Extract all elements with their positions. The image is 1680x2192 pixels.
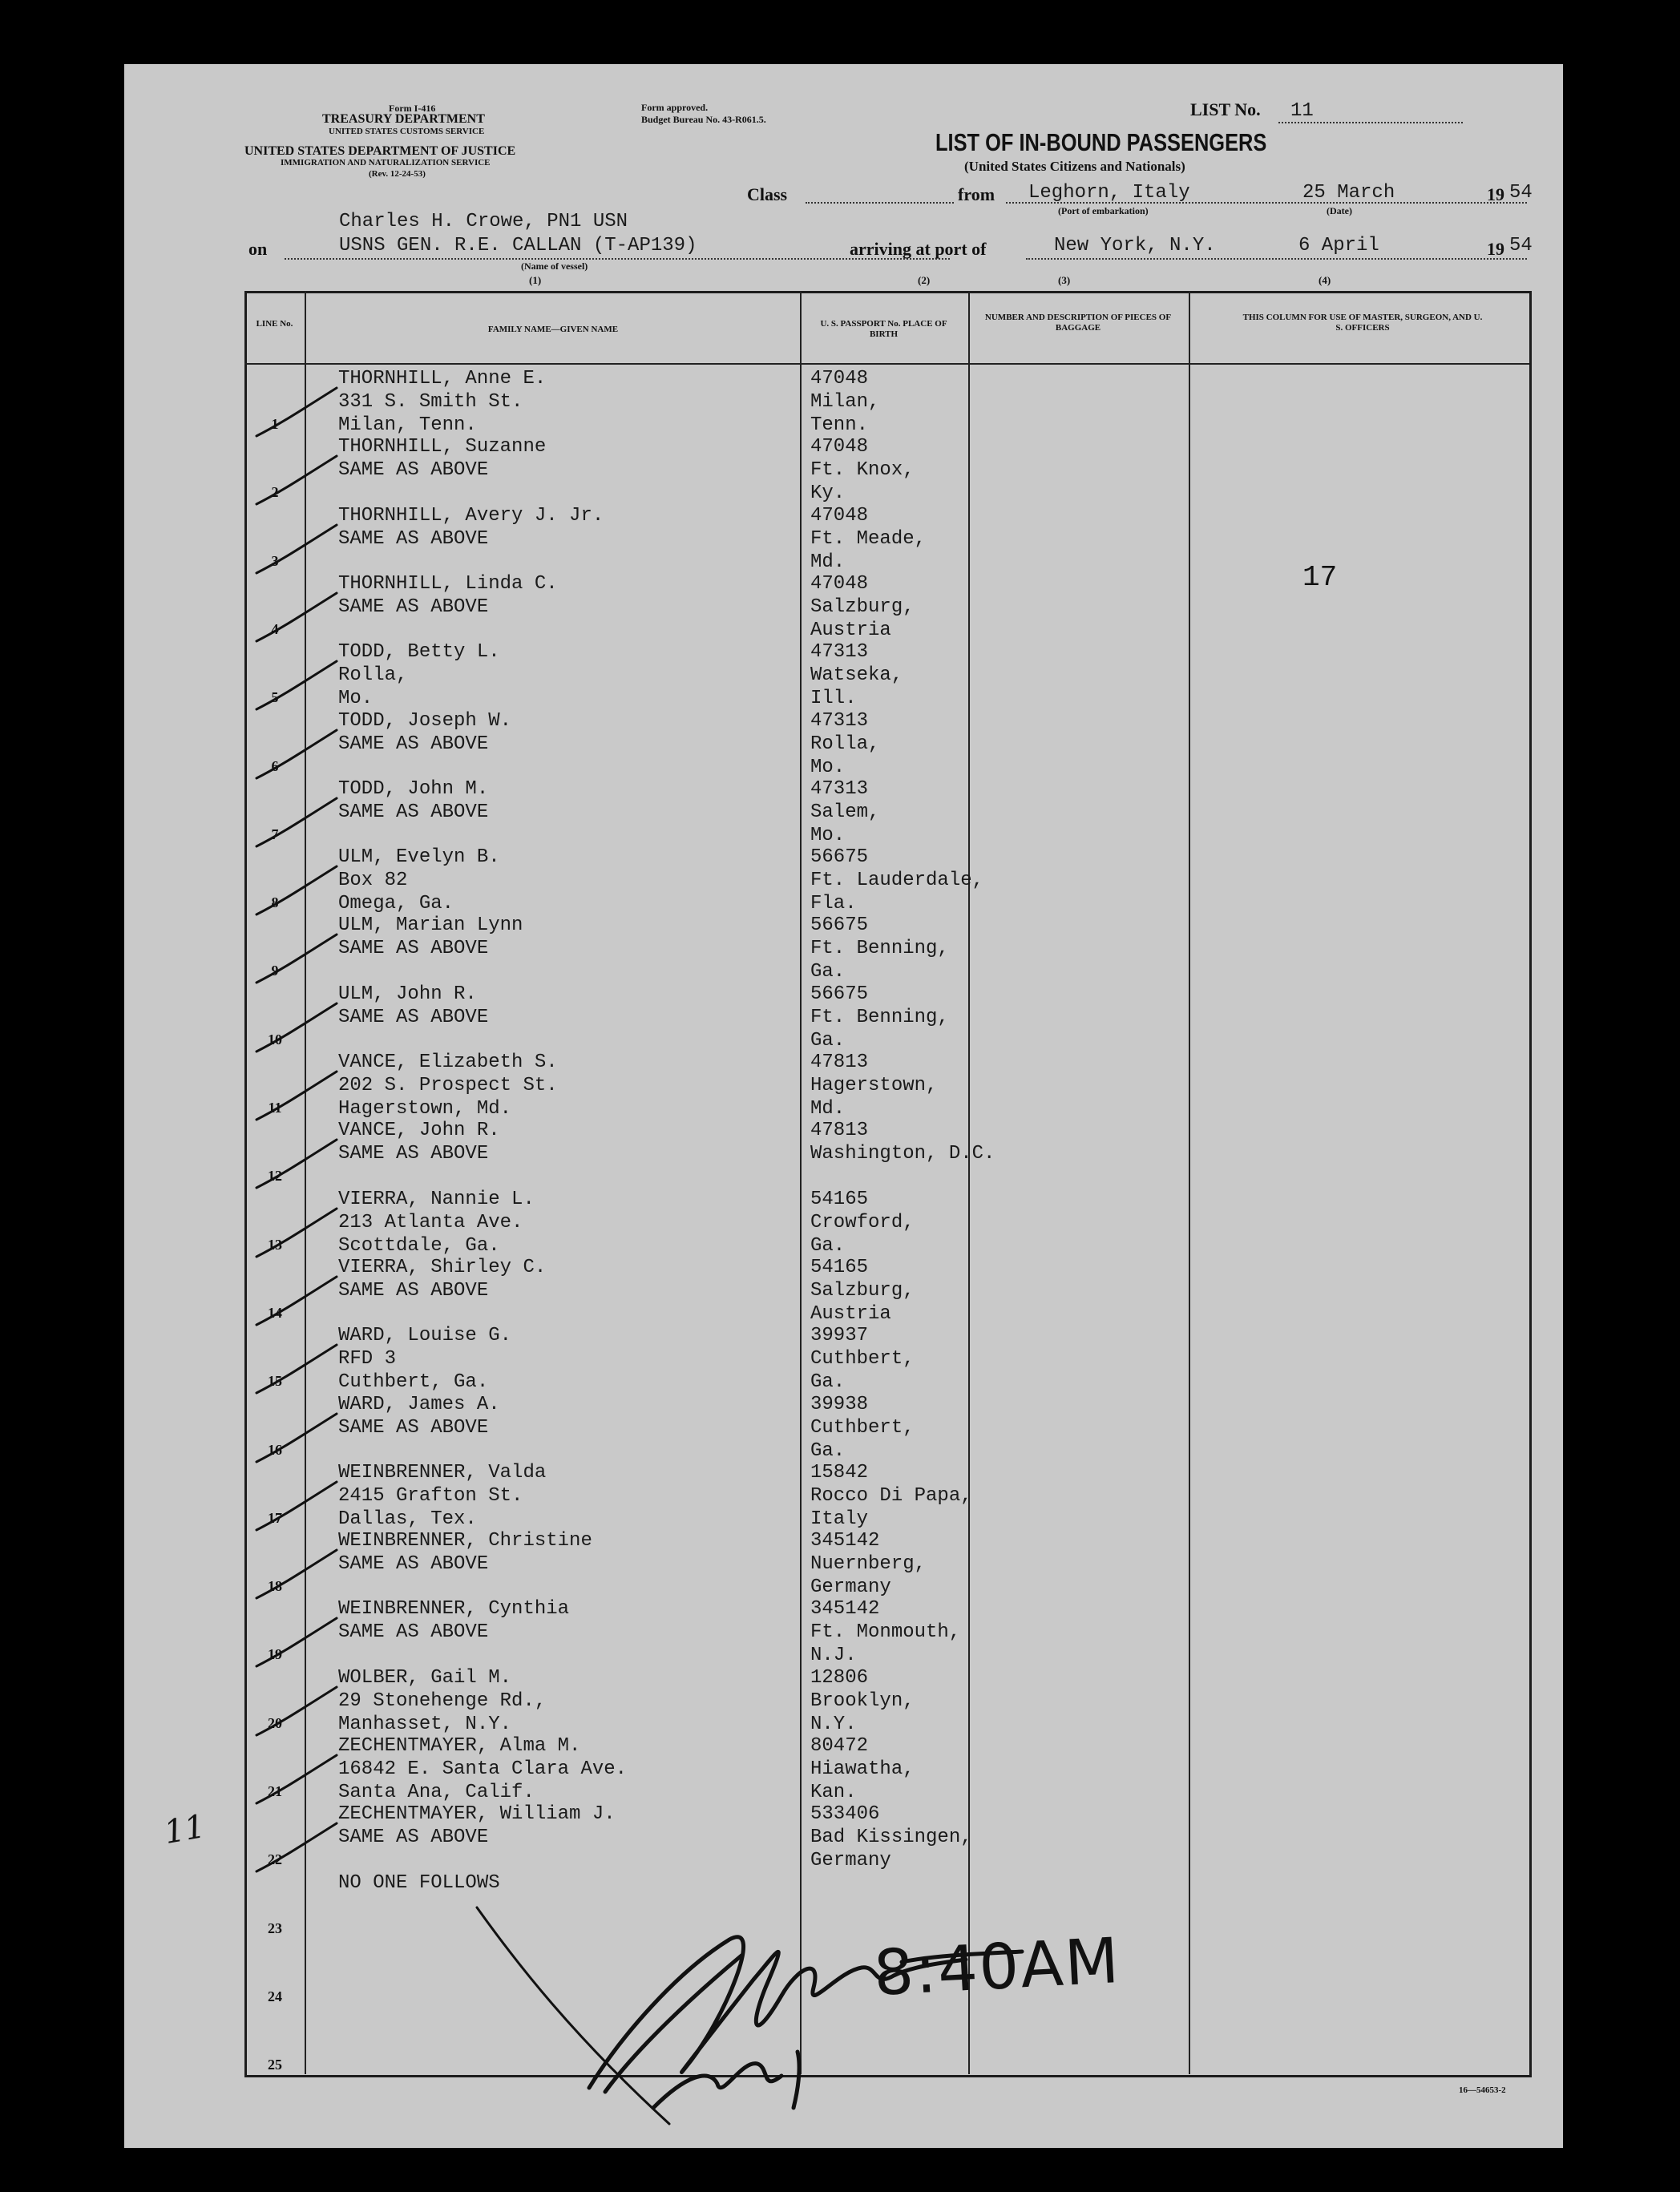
- passport-birthplace-line: 54165: [810, 1188, 869, 1210]
- check-mark: [248, 1747, 345, 1811]
- passenger-name-line: Omega, Ga.: [338, 893, 454, 915]
- passport-birthplace-line: N.J.: [810, 1645, 857, 1667]
- passport-birthplace-line: Ft. Knox,: [810, 459, 915, 482]
- check-mark: [248, 1132, 345, 1196]
- passenger-name-line: ZECHENTMAYER, William J.: [338, 1803, 616, 1826]
- passenger-name-line: VANCE, Elizabeth S.: [338, 1052, 558, 1073]
- header-passport: U. S. PASSPORT No. PLACE OF BIRTH: [820, 319, 947, 339]
- col-divider: [800, 291, 802, 2074]
- passenger-name-line: Scottdale, Ga.: [338, 1234, 500, 1257]
- passenger-name-line: SAME AS ABOVE: [338, 1143, 489, 1165]
- passenger-name-line: WARD, James A.: [338, 1393, 500, 1415]
- passport-birthplace-line: 533406: [810, 1803, 880, 1826]
- passport-birthplace-line: 56675: [810, 846, 869, 869]
- row-line-number: 2: [271, 484, 279, 501]
- passport-birthplace-line: Ft. Meade,: [810, 527, 927, 550]
- passenger-name-line: Mo.: [338, 688, 374, 710]
- passport-birthplace-line: 47313: [810, 777, 869, 800]
- check-mark: [248, 858, 345, 922]
- arrival-date: 6 April: [1298, 235, 1379, 256]
- header-officers: THIS COLUMN FOR USE OF MASTER, SURGEON, AND U. S. OFFICERS: [1242, 313, 1483, 333]
- passenger-name-line: Santa Ana, Calif.: [338, 1782, 535, 1803]
- passenger-name-line: Cuthbert, Ga.: [338, 1371, 489, 1394]
- check-mark: [248, 1064, 345, 1128]
- passenger-name-line: SAME AS ABOVE: [338, 459, 489, 482]
- passenger-name-line: SAME AS ABOVE: [338, 1416, 489, 1439]
- passport-birthplace-line: Brooklyn,: [810, 1689, 915, 1712]
- passenger-name-line: 202 S. Prospect St.: [338, 1075, 558, 1096]
- passport-birthplace-line: Ga.: [810, 1371, 846, 1394]
- passenger-name-line: TODD, Joseph W.: [338, 709, 512, 732]
- row-line-number: 6: [271, 757, 279, 774]
- header-baggage: NUMBER AND DESCRIPTION OF PIECES OF BAGGAGE: [984, 313, 1172, 333]
- passenger-name-line: SAME AS ABOVE: [338, 938, 489, 960]
- arrival-port: New York, N.Y.: [1054, 235, 1216, 256]
- passport-birthplace-line: Austria: [810, 1302, 891, 1325]
- passenger-name-line: VIERRA, Shirley C.: [338, 1256, 547, 1278]
- passport-birthplace-line: Rolla,: [810, 733, 880, 755]
- passport-birthplace-line: Watseka,: [810, 664, 903, 687]
- passenger-name-line: TODD, Betty L.: [338, 641, 500, 664]
- check-mark: [248, 653, 345, 717]
- passenger-name-line: 331 S. Smith St.: [338, 391, 523, 413]
- arrive-year-prefix: 19: [1487, 239, 1504, 259]
- passport-birthplace-line: Salzburg,: [810, 1279, 915, 1302]
- passport-birthplace-line: 12806: [810, 1666, 869, 1689]
- passport-birthplace-line: Ga.: [810, 1234, 846, 1257]
- check-mark: [248, 1337, 345, 1401]
- passenger-name-line: THORNHILL, Suzanne: [338, 436, 547, 458]
- row-line-number: 16: [268, 1441, 282, 1458]
- passport-birthplace-line: Ft. Monmouth,: [810, 1621, 961, 1644]
- passport-birthplace-line: Fla.: [810, 893, 857, 915]
- passenger-name-line: Hagerstown, Md.: [338, 1098, 512, 1120]
- check-mark: [248, 448, 345, 512]
- passport-birthplace-line: Salem,: [810, 801, 880, 823]
- passport-birthplace-line: 47813: [810, 1052, 869, 1073]
- date-caption: (Date): [1327, 205, 1352, 216]
- passport-birthplace-line: 54165: [810, 1256, 869, 1278]
- passport-birthplace-line: N.Y.: [810, 1713, 857, 1735]
- list-label: LIST No.: [1190, 99, 1261, 119]
- passenger-manifest-page: [124, 64, 1563, 2148]
- row-line-number: 13: [268, 1236, 282, 1253]
- form-title: LIST OF IN-BOUND PASSENGERS: [935, 128, 1267, 156]
- row-line-number: 7: [271, 826, 279, 842]
- passport-birthplace-line: 47048: [810, 572, 869, 595]
- passport-birthplace-line: 47048: [810, 436, 869, 458]
- passport-birthplace-line: Rocco Di Papa,: [810, 1484, 972, 1507]
- passport-birthplace-line: 56675: [810, 983, 869, 1005]
- revision: (Rev. 12-24-53): [369, 169, 426, 179]
- passenger-name-line: Box 82: [338, 870, 408, 892]
- check-mark: [248, 1201, 345, 1265]
- passport-birthplace-line: Mo.: [810, 824, 846, 846]
- passenger-name-line: SAME AS ABOVE: [338, 1621, 489, 1644]
- passport-birthplace-line: 15842: [810, 1461, 869, 1484]
- time-stamp: 8:40AM: [871, 1925, 1122, 2010]
- passenger-name-line: TODD, John M.: [338, 777, 489, 800]
- check-mark: [248, 517, 345, 581]
- passenger-name-line: SAME AS ABOVE: [338, 527, 489, 550]
- passenger-name-line: 213 Atlanta Ave.: [338, 1211, 523, 1233]
- passenger-name-line: SAME AS ABOVE: [338, 733, 489, 755]
- passenger-name-line: Milan, Tenn.: [338, 414, 477, 436]
- passenger-name-line: SAME AS ABOVE: [338, 801, 489, 823]
- passport-birthplace-line: Germany: [810, 1576, 891, 1599]
- passenger-name-line: SAME AS ABOVE: [338, 1279, 489, 1302]
- arrival-line: [1026, 258, 1527, 260]
- row-line-number: 4: [271, 620, 279, 637]
- master-name: Charles H. Crowe, PN1 USN: [339, 211, 628, 232]
- justice-dept: UNITED STATES DEPARTMENT OF JUSTICE: [244, 144, 516, 158]
- row-line-number: 18: [268, 1578, 282, 1595]
- budget-bureau: Budget Bureau No. 43-R061.5.: [641, 114, 766, 125]
- check-mark: [248, 380, 345, 444]
- passport-birthplace-line: Washington, D.C.: [810, 1143, 995, 1165]
- arrive-year: 54: [1509, 235, 1533, 256]
- row-line-number: 5: [271, 689, 279, 706]
- passenger-name-line: ULM, John R.: [338, 983, 477, 1005]
- embark-year: 54: [1509, 182, 1533, 204]
- passport-birthplace-line: 47813: [810, 1120, 869, 1142]
- passport-birthplace-line: 47313: [810, 641, 869, 664]
- passport-birthplace-line: Austria: [810, 619, 891, 641]
- passport-birthplace-line: Salzburg,: [810, 595, 915, 618]
- vessel-name: USNS GEN. R.E. CALLAN (T-AP139): [339, 235, 697, 256]
- row-line-number: 10: [268, 1031, 282, 1048]
- passport-birthplace-line: Ft. Benning,: [810, 938, 949, 960]
- row-line-number: 20: [268, 1714, 282, 1731]
- vessel-caption: (Name of vessel): [521, 260, 588, 272]
- row-line-number: 9: [271, 963, 279, 979]
- row-line-number: 11: [268, 1100, 282, 1116]
- passenger-name-line: WEINBRENNER, Valda: [338, 1461, 547, 1484]
- passport-birthplace-line: Tenn.: [810, 414, 869, 436]
- check-mark: [248, 1406, 345, 1470]
- passenger-name-line: SAME AS ABOVE: [338, 1006, 489, 1028]
- row-line-number: 8: [271, 894, 279, 911]
- passenger-name-line: WEINBRENNER, Cynthia: [338, 1598, 570, 1621]
- passport-birthplace-line: 345142: [810, 1598, 880, 1621]
- passport-birthplace-line: Nuernberg,: [810, 1553, 927, 1576]
- passenger-name-line: SAME AS ABOVE: [338, 1553, 489, 1576]
- form-subtitle: (United States Citizens and Nationals): [964, 159, 1185, 174]
- treasury-dept: TREASURY DEPARTMENT: [322, 112, 485, 126]
- passenger-name-line: 29 Stonehenge Rd.,: [338, 1689, 547, 1712]
- passenger-name-line: SAME AS ABOVE: [338, 595, 489, 618]
- check-mark: [248, 1815, 345, 1879]
- passport-birthplace-line: Italy: [810, 1508, 869, 1530]
- passenger-name-line: WEINBRENNER, Christine: [338, 1530, 592, 1552]
- check-mark: [248, 1542, 345, 1606]
- inns-service: IMMIGRATION AND NATURALIZATION SERVICE: [281, 158, 491, 168]
- passport-birthplace-line: Germany: [810, 1850, 891, 1872]
- list-number: 11: [1290, 100, 1314, 122]
- passport-birthplace-line: 80472: [810, 1735, 869, 1757]
- class-line: [806, 202, 954, 204]
- passport-birthplace-line: Crowford,: [810, 1211, 915, 1233]
- passport-birthplace-line: 56675: [810, 914, 869, 937]
- embark-year-prefix: 19: [1487, 184, 1504, 204]
- passport-birthplace-line: Mo.: [810, 756, 846, 778]
- passport-birthplace-line: 39937: [810, 1325, 869, 1347]
- row-line-number: 21: [268, 1783, 282, 1799]
- passenger-name-line: WOLBER, Gail M.: [338, 1666, 512, 1689]
- form-footer: 16—54653-2: [1459, 2085, 1506, 2095]
- passport-birthplace-line: Cuthbert,: [810, 1348, 915, 1371]
- row-line-number: 24: [268, 1988, 282, 2004]
- passport-birthplace-line: Ft. Lauderdale,: [810, 870, 984, 892]
- passenger-name-line: THORNHILL, Linda C.: [338, 572, 558, 595]
- row-line-number: 12: [268, 1168, 282, 1185]
- passport-birthplace-line: 47048: [810, 504, 869, 527]
- check-mark: [248, 585, 345, 649]
- check-mark: [248, 1679, 345, 1743]
- from-label: from: [958, 184, 995, 204]
- check-mark: [248, 1269, 345, 1333]
- row-line-number: 1: [271, 416, 279, 432]
- check-mark: [248, 926, 345, 991]
- passport-birthplace-line: Cuthbert,: [810, 1416, 915, 1439]
- margin-mark: 11: [161, 1807, 208, 1852]
- check-mark: [248, 1610, 345, 1674]
- passport-birthplace-line: Ill.: [810, 688, 857, 710]
- row-line-number: 19: [268, 1646, 282, 1663]
- passenger-name-line: Rolla,: [338, 664, 408, 687]
- row-line-number: 25: [268, 2057, 282, 2073]
- on-label: on: [248, 239, 268, 259]
- customs-service: UNITED STATES CUSTOMS SERVICE: [329, 127, 485, 136]
- class-label: Class: [747, 184, 788, 204]
- check-mark: [248, 1474, 345, 1538]
- passenger-name-line: THORNHILL, Avery J. Jr.: [338, 504, 604, 527]
- col-index-1: (1): [529, 274, 542, 286]
- row-line-number: 15: [268, 1373, 282, 1390]
- passport-birthplace-line: 47313: [810, 709, 869, 732]
- row-line-number: 23: [268, 1920, 282, 1936]
- passport-birthplace-line: 47048: [810, 368, 869, 390]
- passenger-name-line: THORNHILL, Anne E.: [338, 368, 547, 390]
- col-divider: [1189, 291, 1190, 2074]
- passport-birthplace-line: Ky.: [810, 482, 846, 505]
- header-line-no: LINE No.: [256, 319, 293, 329]
- col-index-2: (2): [918, 274, 931, 286]
- passenger-name-line: NO ONE FOLLOWS: [338, 1871, 500, 1894]
- passport-birthplace-line: Ft. Benning,: [810, 1006, 949, 1028]
- passenger-name-line: RFD 3: [338, 1348, 397, 1371]
- passenger-name-line: Manhasset, N.Y.: [338, 1713, 512, 1735]
- form-approved: Form approved.: [641, 102, 709, 113]
- passenger-name-line: VIERRA, Nannie L.: [338, 1188, 535, 1210]
- col-divider: [968, 291, 970, 2074]
- row-line-number: 3: [271, 552, 279, 569]
- officer-count: 17: [1302, 561, 1338, 594]
- passport-birthplace-line: Ga.: [810, 961, 846, 983]
- passenger-name-line: 2415 Grafton St.: [338, 1484, 523, 1507]
- check-mark: [248, 722, 345, 786]
- col-index-3: (3): [1058, 274, 1071, 286]
- passport-birthplace-line: Ga.: [810, 1029, 846, 1052]
- passport-birthplace-line: Md.: [810, 551, 846, 573]
- passport-birthplace-line: Md.: [810, 1098, 846, 1120]
- passenger-name-line: ZECHENTMAYER, Alma M.: [338, 1735, 581, 1757]
- passenger-name-line: ULM, Evelyn B.: [338, 846, 500, 869]
- passenger-name-line: VANCE, John R.: [338, 1120, 500, 1142]
- check-mark: [248, 790, 345, 854]
- header-name: FAMILY NAME—GIVEN NAME: [487, 325, 619, 334]
- col-index-4: (4): [1319, 274, 1331, 286]
- row-line-number: 14: [268, 1304, 282, 1321]
- embark-caption: (Port of embarkation): [1058, 205, 1149, 216]
- passport-birthplace-line: Ga.: [810, 1439, 846, 1462]
- passport-birthplace-line: Bad Kissingen,: [810, 1827, 972, 1849]
- passenger-name-line: SAME AS ABOVE: [338, 1827, 489, 1849]
- arriving-label: arriving at port of: [850, 239, 987, 259]
- passenger-name-line: WARD, Louise G.: [338, 1325, 512, 1347]
- passport-birthplace-line: Hiawatha,: [810, 1758, 915, 1780]
- check-mark: [248, 995, 345, 1060]
- row-line-number: 17: [268, 1509, 282, 1526]
- form-number: Form I-416: [389, 103, 436, 114]
- passenger-name-line: Dallas, Tex.: [338, 1508, 477, 1530]
- passport-birthplace-line: Kan.: [810, 1782, 857, 1803]
- passport-birthplace-line: Milan,: [810, 391, 880, 413]
- embarkation-port: Leghorn, Italy: [1028, 182, 1190, 204]
- passport-birthplace-line: Hagerstown,: [810, 1075, 938, 1096]
- passport-birthplace-line: 39938: [810, 1393, 869, 1415]
- passenger-name-line: 16842 E. Santa Clara Ave.: [338, 1758, 628, 1780]
- passport-birthplace-line: 345142: [810, 1530, 880, 1552]
- row-line-number: 22: [268, 1851, 282, 1868]
- header-rule: [244, 363, 1529, 365]
- embarkation-date: 25 March: [1302, 182, 1395, 204]
- passenger-name-line: ULM, Marian Lynn: [338, 914, 523, 937]
